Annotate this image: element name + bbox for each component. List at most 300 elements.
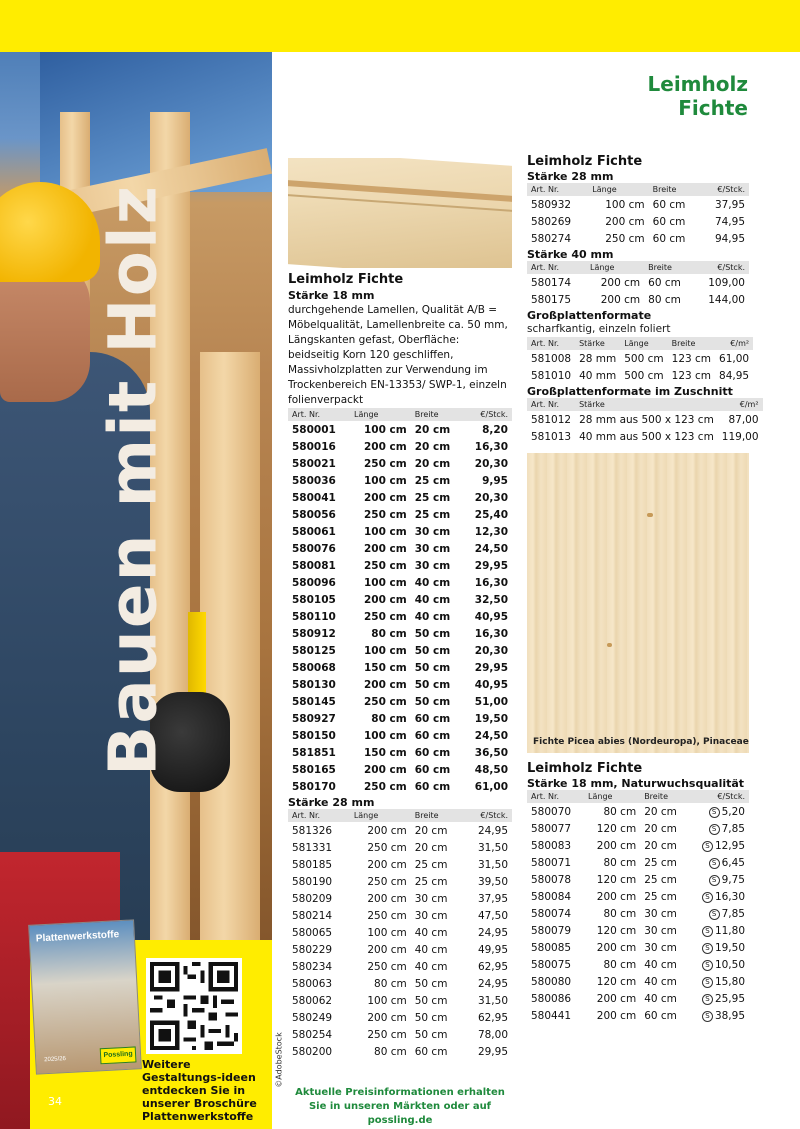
table-cell: 94,95 [714, 232, 745, 245]
product-thickness: Stärke 18 mm [288, 289, 375, 302]
table-cell: 80 cm [374, 977, 407, 990]
table-row [288, 557, 512, 574]
table-header-row [527, 261, 749, 274]
table-cell: 100 cm [363, 576, 407, 589]
table-cell: S 6,45 [688, 854, 749, 871]
table-cell: 580086 [531, 992, 572, 1005]
table-cell: 250 cm [363, 695, 407, 708]
table-row [527, 411, 763, 428]
table-cell: 39,50 [477, 875, 508, 888]
table-cell: 20 cm [644, 822, 677, 835]
table-cell: 580249 [292, 1011, 333, 1024]
table-row [288, 438, 512, 455]
table-cell: 580075 [531, 958, 572, 971]
table-cell: 62,95 [477, 960, 508, 973]
table-row [288, 958, 512, 975]
table-cell: 200 cm [596, 890, 637, 903]
table-cell: 40 cm [644, 958, 677, 971]
table-cell: 50 cm [414, 627, 451, 640]
table-row [288, 1026, 512, 1043]
table-cell: 20 cm [414, 440, 451, 453]
table-cell: 250 cm [367, 909, 407, 922]
column-header: €/m² [718, 398, 763, 411]
table-cell: 60 cm [414, 763, 451, 776]
table-cell: S 7,85 [688, 905, 749, 922]
table-cell: 20 cm [414, 841, 448, 854]
table-cell: S 19,50 [688, 939, 749, 956]
table-cell: 25 cm [644, 856, 677, 869]
table-cell: S 11,80 [688, 922, 749, 939]
table-cell: 580209 [292, 892, 333, 905]
table-row [527, 230, 749, 247]
table-cell: 150 cm [363, 746, 407, 759]
table-cell: 61,00 [719, 352, 750, 365]
table-cell: 40 cm [414, 576, 451, 589]
table-cell: 150 cm [363, 661, 407, 674]
price-badge-icon: S [702, 977, 713, 988]
table-row [288, 676, 512, 693]
table-cell: 580185 [292, 858, 333, 871]
table-cell: 580065 [292, 926, 333, 939]
table-cell: 25 cm [414, 858, 448, 871]
table-cell: S 5,20 [688, 803, 749, 820]
product-column-left [288, 158, 512, 1060]
table-row [527, 837, 749, 854]
price-badge-icon: S [709, 858, 720, 869]
table-header-row [527, 398, 763, 411]
table-row [288, 489, 512, 506]
table-cell: 80 cm [603, 907, 637, 920]
product-column-right [527, 150, 759, 1024]
table-cell: 48,50 [474, 763, 508, 776]
table-row [527, 973, 749, 990]
table-cell: 580170 [292, 780, 336, 793]
table-cell: 20 cm [414, 824, 448, 837]
table-cell: 60 cm [648, 276, 681, 289]
vertical-headline: Bauen mit Holz [94, 183, 172, 777]
table-row [288, 574, 512, 591]
table-header-row [527, 337, 753, 350]
table-cell: S 25,95 [688, 990, 749, 1007]
table-cell: 144,00 [708, 293, 745, 306]
table-cell: 200 cm [363, 491, 407, 504]
price-badge-icon: S [709, 909, 720, 920]
table-cell: 200 cm [600, 293, 641, 306]
column-header: €/Stck. [688, 790, 749, 803]
table-cell: 100 cm [605, 198, 645, 211]
table-cell: 119,00 [721, 430, 759, 443]
page-title [648, 72, 748, 120]
table-cell: 200 cm [363, 678, 407, 691]
table-cell: 250 cm [367, 841, 407, 854]
table-cell: 120 cm [596, 822, 637, 835]
price-table [288, 408, 512, 795]
table-cell: 200 cm [363, 440, 407, 453]
table-cell: 580068 [292, 661, 336, 674]
table-cell: 100 cm [363, 423, 407, 436]
table-row [527, 854, 749, 871]
table-cell: 100 cm [363, 644, 407, 657]
table-cell: 24,95 [477, 977, 508, 990]
table-cell: 31,50 [477, 994, 508, 1007]
price-table [527, 790, 749, 1024]
table-cell: 9,95 [482, 474, 508, 487]
column-header: Art. Nr. [527, 398, 575, 411]
column-header: Breite [644, 261, 694, 274]
page-title-line2: Fichte [678, 96, 748, 120]
table-cell: 580081 [292, 559, 336, 572]
qr-code-icon[interactable] [146, 958, 242, 1054]
table-cell: 580061 [292, 525, 336, 538]
table-cell: 200 cm [596, 992, 637, 1005]
table-cell: 581012 [531, 413, 572, 426]
table-cell: S 16,30 [688, 888, 749, 905]
column-header: Länge [620, 337, 667, 350]
table-row [288, 1043, 512, 1060]
table-cell: 580165 [292, 763, 336, 776]
table-cell: 580016 [292, 440, 336, 453]
table-cell: 200 cm [363, 593, 407, 606]
table-cell: 8,20 [482, 423, 508, 436]
column-header: Art. Nr. [527, 790, 584, 803]
table-cell: 40 cm [644, 975, 677, 988]
table-cell: 40 cm [644, 992, 677, 1005]
table-cell: 581331 [292, 841, 333, 854]
table-cell: 580041 [292, 491, 336, 504]
table-header-row [527, 183, 749, 196]
table-cell: 29,95 [477, 1045, 508, 1058]
page-number: 34 [48, 1095, 62, 1108]
table-cell: 50 cm [414, 644, 451, 657]
table-row [288, 924, 512, 941]
table-row [527, 820, 749, 837]
table-cell: 40 mm [579, 369, 617, 382]
table-cell: 60 cm [414, 712, 451, 725]
table-cell: 30 cm [644, 941, 677, 954]
table-row [527, 350, 753, 367]
top-yellow-bar [0, 0, 800, 52]
table-cell: 580229 [292, 943, 333, 956]
table-row [288, 710, 512, 727]
price-badge-icon: S [702, 960, 713, 971]
table-cell: 200 cm [367, 858, 407, 871]
table-row [527, 956, 749, 973]
table-cell: 580077 [531, 822, 572, 835]
table-cell: 87,00 [728, 413, 759, 426]
table-cell: 30 cm [414, 542, 451, 555]
table-cell: 20 cm [644, 805, 677, 818]
table-cell: 580001 [292, 423, 336, 436]
possling-logo: Possling [100, 1046, 137, 1064]
table-cell: 580174 [531, 276, 572, 289]
table-cell: 28 mm [579, 352, 617, 365]
table-row [288, 421, 512, 438]
price-badge-icon: S [702, 994, 713, 1005]
table-cell: S 15,80 [688, 973, 749, 990]
table-cell: 580076 [292, 542, 336, 555]
table-row [288, 744, 512, 761]
table-cell: 60 cm [414, 780, 451, 793]
price-badge-icon: S [702, 1011, 713, 1022]
table-cell: 80 cm [648, 293, 681, 306]
table-cell: 60 cm [652, 198, 686, 211]
table-row [288, 890, 512, 907]
table-cell: 51,00 [474, 695, 508, 708]
table-cell: 580083 [531, 839, 572, 852]
table-cell: 580214 [292, 909, 333, 922]
table-cell: 580096 [292, 576, 336, 589]
table-row [288, 642, 512, 659]
table-cell: 20,30 [474, 491, 508, 504]
table-cell: 581010 [531, 369, 572, 382]
table-row [527, 213, 749, 230]
table-cell: 120 cm [596, 975, 637, 988]
table-row [288, 727, 512, 744]
table-cell: 580084 [531, 890, 572, 903]
table-row [527, 939, 749, 956]
table-row [288, 873, 512, 890]
table-cell: 40 cm [414, 610, 451, 623]
table-cell: 24,50 [474, 729, 508, 742]
table-cell: 200 cm [600, 276, 641, 289]
table-cell: S 38,95 [688, 1007, 749, 1024]
column-header: Breite [640, 790, 688, 803]
section-title: Großplattenformate im Zuschnitt [527, 385, 733, 398]
table-cell: 200 cm [605, 215, 645, 228]
table-cell: 581013 [531, 430, 572, 443]
price-badge-icon: S [709, 824, 720, 835]
table-cell: 580063 [292, 977, 333, 990]
table-cell: 120 cm [596, 873, 637, 886]
table-cell: 250 cm [363, 780, 407, 793]
table-cell: 62,95 [477, 1011, 508, 1024]
table-cell: 500 cm [624, 369, 664, 382]
table-cell: 31,50 [477, 841, 508, 854]
column-header: Art. Nr. [527, 261, 586, 274]
table-row [527, 291, 749, 308]
table-cell: 581851 [292, 746, 336, 759]
table-row [527, 803, 749, 820]
table-cell: 250 cm [363, 559, 407, 572]
table-cell: S 9,75 [688, 871, 749, 888]
table-cell: 123 cm [671, 369, 712, 382]
table-row [288, 523, 512, 540]
table-cell: 200 cm [596, 839, 637, 852]
table-cell: 581326 [292, 824, 333, 837]
table-header-row [288, 408, 512, 421]
table-cell: 580036 [292, 474, 336, 487]
table-cell: 580441 [531, 1009, 572, 1022]
table-cell: 25 cm [414, 508, 451, 521]
column-header: Stärke [575, 398, 718, 411]
price-table [527, 183, 749, 247]
table-row [288, 659, 512, 676]
table-cell: 100 cm [367, 926, 407, 939]
table-header-row [527, 790, 749, 803]
table-cell: 580190 [292, 875, 333, 888]
table-cell: 500 cm [624, 352, 664, 365]
table-cell: 100 cm [363, 474, 407, 487]
column-header: Länge [588, 183, 648, 196]
column-header: Länge [350, 408, 411, 421]
column-header: Art. Nr. [527, 183, 588, 196]
product-thickness: Stärke 18 mm, Naturwuchsqualität [527, 777, 745, 790]
table-row [288, 625, 512, 642]
table-cell: 580110 [292, 610, 336, 623]
table-cell: S 10,50 [688, 956, 749, 973]
table-row [288, 693, 512, 710]
table-cell: S 7,85 [688, 820, 749, 837]
promo-text: Weitere Gestaltungs-ideen entdecken Sie in unserer Broschüre Plattenwerkstoffe [142, 1058, 257, 1123]
table-cell: 30 cm [644, 907, 677, 920]
table-cell: 250 cm [367, 875, 407, 888]
table-cell: 50 cm [414, 695, 451, 708]
price-badge-icon: S [702, 892, 713, 903]
column-header: Länge [586, 261, 644, 274]
table-row [527, 905, 749, 922]
table-cell: 24,95 [477, 824, 508, 837]
table-row [288, 941, 512, 958]
table-cell: 580074 [531, 907, 572, 920]
table-cell: 40 mm aus 500 x 123 cm [579, 430, 714, 443]
wood-grain-sample [527, 453, 749, 753]
table-cell: 16,30 [474, 440, 508, 453]
table-cell: 29,95 [474, 661, 508, 674]
table-cell: 80 cm [603, 958, 637, 971]
table-cell: 580254 [292, 1028, 333, 1041]
table-cell: 50 cm [414, 1011, 448, 1024]
table-cell: 50 cm [414, 661, 451, 674]
table-cell: 40,95 [474, 678, 508, 691]
table-cell: 20 cm [414, 423, 451, 436]
section-subtitle: scharfkantig, einzeln foliert [527, 323, 671, 335]
table-row [527, 871, 749, 888]
table-cell: 50 cm [414, 678, 451, 691]
column-header: Breite [411, 408, 463, 421]
table-row [527, 922, 749, 939]
price-badge-icon: S [709, 807, 720, 818]
table-cell: 580078 [531, 873, 572, 886]
table-row [288, 591, 512, 608]
table-cell: 30 cm [414, 892, 448, 905]
table-row [288, 907, 512, 924]
table-cell: 200 cm [596, 1009, 637, 1022]
table-cell: 123 cm [671, 352, 712, 365]
table-row [288, 472, 512, 489]
wood-board-image [288, 158, 512, 268]
product-thickness: Stärke 28 mm [288, 796, 375, 809]
table-cell: 580105 [292, 593, 336, 606]
table-cell: 30 cm [414, 525, 451, 538]
table-cell: 32,50 [474, 593, 508, 606]
table-cell: 120 cm [596, 924, 637, 937]
table-cell: 36,50 [474, 746, 508, 759]
brochure-cover[interactable] [28, 919, 142, 1074]
price-table [288, 809, 512, 1060]
table-cell: 30 cm [644, 924, 677, 937]
table-cell: 580125 [292, 644, 336, 657]
table-cell: 580274 [531, 232, 572, 245]
column-header: €/Stck. [463, 809, 512, 822]
table-cell: 200 cm [367, 892, 407, 905]
table-cell: 40,95 [474, 610, 508, 623]
table-cell: 25 cm [414, 875, 448, 888]
table-cell: 580071 [531, 856, 572, 869]
price-table [527, 261, 749, 308]
table-cell: 61,00 [474, 780, 508, 793]
product-name: Leimholz Fichte [527, 154, 643, 169]
table-cell: 580062 [292, 994, 333, 1007]
table-cell: 580234 [292, 960, 333, 973]
table-cell: 50 cm [414, 1028, 448, 1041]
table-cell: 19,50 [474, 712, 508, 725]
table-cell: 200 cm [363, 542, 407, 555]
table-cell: 580070 [531, 805, 572, 818]
table-cell: 30 cm [414, 559, 451, 572]
bottom-note: Aktuelle Preisinformationen erhalten Sie in unseren Märkten oder auf possling.de [295, 1087, 505, 1126]
table-cell: 100 cm [367, 994, 407, 1007]
column-header: Stärke [575, 337, 620, 350]
table-cell: 40 cm [414, 960, 448, 973]
table-row [288, 506, 512, 523]
table-cell: 580145 [292, 695, 336, 708]
table-row [527, 367, 753, 384]
table-cell: 580150 [292, 729, 336, 742]
table-row [288, 608, 512, 625]
table-cell: 40 cm [414, 593, 451, 606]
table-row [288, 761, 512, 778]
table-cell: 16,30 [474, 627, 508, 640]
table-cell: 580080 [531, 975, 572, 988]
table-cell: 250 cm [363, 508, 407, 521]
table-cell: 580056 [292, 508, 336, 521]
table-cell: 60 cm [414, 729, 451, 742]
table-cell: 100 cm [363, 729, 407, 742]
table-cell: 580085 [531, 941, 572, 954]
table-cell: 50 cm [414, 994, 448, 1007]
table-row [527, 888, 749, 905]
table-cell: 49,95 [477, 943, 508, 956]
table-cell: 250 cm [367, 1028, 407, 1041]
table-row [527, 196, 749, 213]
table-cell: 25 cm [414, 474, 451, 487]
table-cell: 580079 [531, 924, 572, 937]
table-cell: 581008 [531, 352, 572, 365]
table-cell: 12,30 [474, 525, 508, 538]
table-cell: 25 cm [644, 873, 677, 886]
table-cell: 80 cm [374, 1045, 407, 1058]
product-thickness: Stärke 40 mm [527, 248, 614, 261]
section-title: Großplattenformate [527, 309, 652, 322]
column-header: €/Stck. [694, 261, 749, 274]
table-cell: 25 cm [644, 890, 677, 903]
table-cell: 200 cm [367, 943, 407, 956]
product-description: durchgehende Lamellen, Qualität A/B = Möbelqualität, Lamellenbreite ca. 50 mm, Längskanten gefast, Oberfläche: beidseitig Korn 120 geschliffen, Massivholzplatten zur Verwendung im Trockenbereich EN-13353/ SWP-1, einzeln folienverpackt [288, 304, 508, 406]
table-cell: 200 cm [367, 824, 407, 837]
table-row [527, 274, 749, 291]
table-cell: 80 cm [603, 805, 637, 818]
table-cell: 250 cm [363, 457, 407, 470]
table-row [288, 856, 512, 873]
table-cell: 60 cm [414, 746, 451, 759]
brochure-year: 2025/26 [44, 1056, 67, 1064]
table-cell: 80 cm [371, 627, 407, 640]
price-table [527, 398, 763, 445]
table-row [527, 990, 749, 1007]
table-row [288, 822, 512, 839]
table-cell: 580269 [531, 215, 572, 228]
product-name: Leimholz Fichte [288, 272, 404, 287]
